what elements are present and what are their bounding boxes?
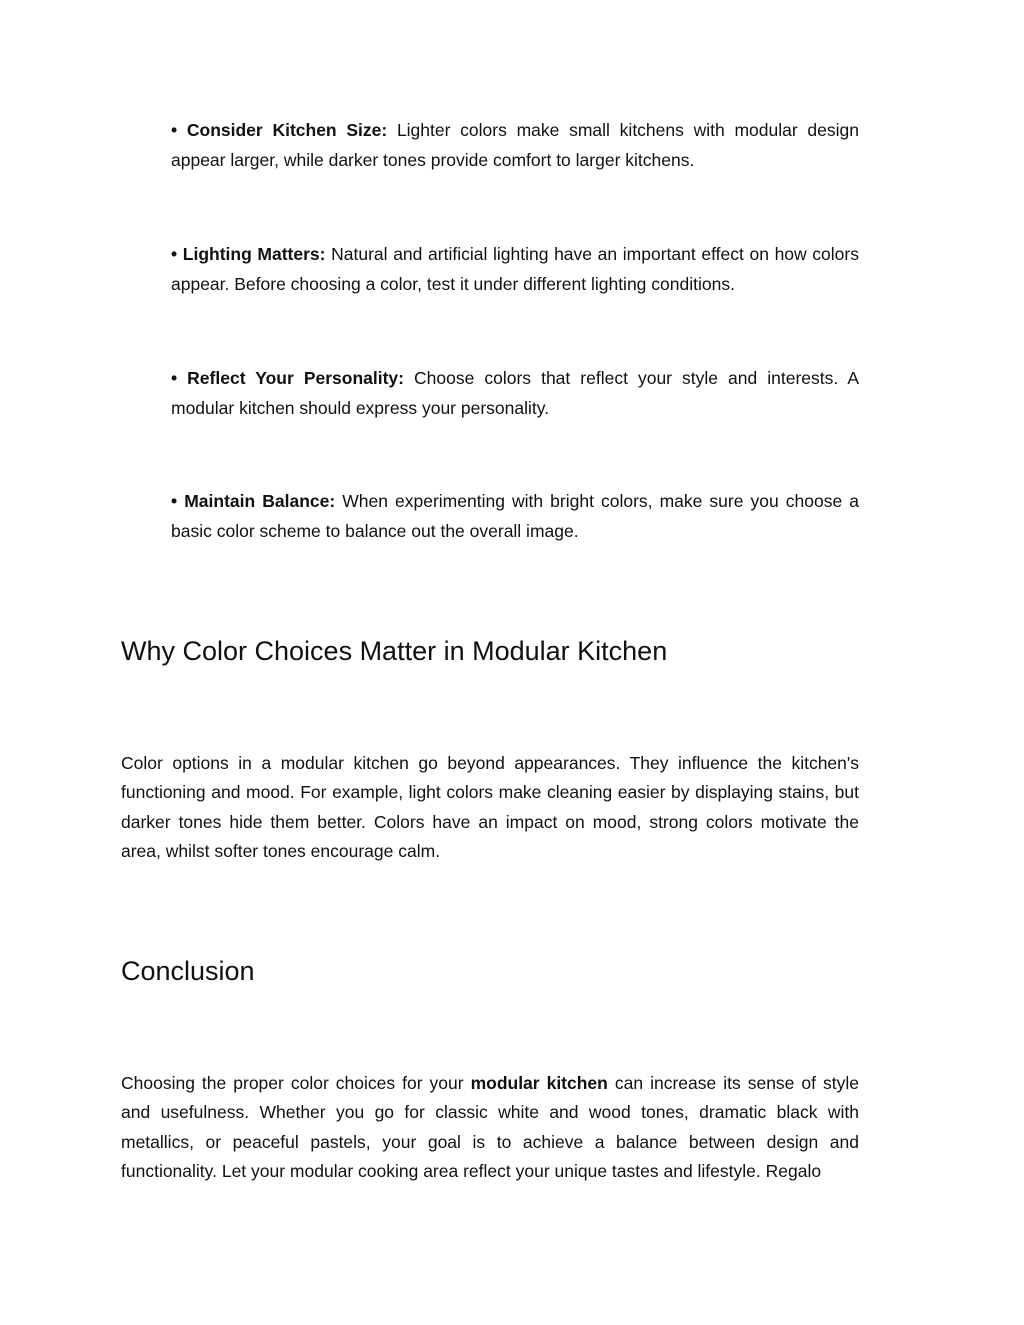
bullet-balance <box>171 487 859 546</box>
bullet-title: Lighting Matters: <box>182 244 326 264</box>
bullet-lighting <box>171 240 859 299</box>
paragraph-conclusion <box>121 1069 859 1187</box>
bullet-marker: • <box>171 120 178 140</box>
conclusion-text-start: Choosing the proper color choices for your <box>121 1073 464 1093</box>
bullet-title: Maintain Balance: <box>184 491 336 511</box>
conclusion-text-end: can increase its sense of style and usefulness. Whether you go for classic white and wood tones, dramatic black with metallics, or peaceful pastels, your goal is to achieve a balance between design and functionality. Let your modular cooking area reflect your unique tastes and lifestyle. Regalo <box>121 1073 859 1182</box>
bullet-text: When experimenting with bright colors, make sure you choose a basic color scheme to balance out the overall image. <box>171 491 859 541</box>
heading-conclusion: Conclusion <box>121 956 255 986</box>
conclusion-bold-keyword: modular kitchen <box>470 1073 608 1093</box>
bullet-text: Natural and artificial lighting have an important effect on how colors appear. Before choosing a color, test it under different lighting conditions. <box>171 244 859 294</box>
bullet-marker: • <box>171 368 178 388</box>
bullet-personality <box>171 364 859 423</box>
bullet-text: Lighter colors make small kitchens with modular design appear larger, while darker tones provide comfort to larger kitchens. <box>171 120 859 170</box>
heading-why-color-choices: Why Color Choices Matter in Modular Kitchen <box>121 636 668 666</box>
bullet-marker: • <box>171 244 178 264</box>
bullet-marker: • <box>171 491 178 511</box>
bullet-title: Consider Kitchen Size: <box>186 120 388 140</box>
bullet-text: Choose colors that reflect your style and interests. A modular kitchen should express your personality. <box>171 368 859 418</box>
paragraph-why-color-choices: Color options in a modular kitchen go beyond appearances. They influence the kitchen's functioning and mood. For example, light colors make cleaning easier by displaying stains, but darker tones hide them better. Colors have an impact on mood, strong colors motivate the area, whilst softer tones encourage calm. <box>121 753 859 862</box>
bullet-kitchen-size <box>171 116 859 175</box>
bullet-title: Reflect Your Personality: <box>187 368 404 388</box>
